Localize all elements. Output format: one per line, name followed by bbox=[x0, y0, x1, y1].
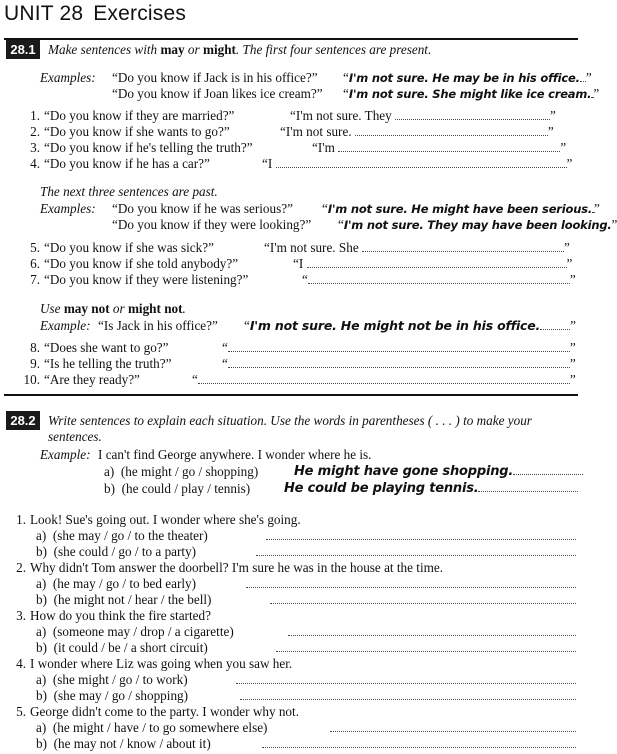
exercise-item: 4. I wonder where Liz was going when you saw her. bbox=[16, 656, 293, 671]
exercise-instruction-28-2: Write sentences to explain each situation. Use the words in parentheses ( . . . ) to make your sentences. bbox=[48, 413, 532, 444]
examples-label: Examples: bbox=[40, 70, 96, 85]
answer-line[interactable]: “I'm ” bbox=[312, 140, 567, 155]
answer-line[interactable] bbox=[246, 576, 576, 591]
past-note: The next three sentences are past. bbox=[40, 184, 218, 199]
answer-line[interactable]: “ ” bbox=[192, 372, 576, 387]
exercise-item: 4. “Do you know if he has a car?” bbox=[30, 156, 210, 171]
exercise-item: 3. How do you think the fire started? bbox=[16, 608, 211, 623]
answer-line[interactable]: “ ” bbox=[222, 356, 576, 371]
exercise-item: 5. “Do you know if she was sick?” bbox=[30, 240, 214, 255]
example-answer: “I'm not sure. They may have been looking.” bbox=[338, 217, 617, 232]
unit-header bbox=[4, 2, 186, 26]
examples-label: Examples: bbox=[40, 201, 96, 216]
example-answer: “I'm not sure. He may be in his office. ” bbox=[343, 70, 592, 85]
example-question: “Do you know if they were looking?” bbox=[112, 217, 312, 232]
example-part-answer: He might have gone shopping. bbox=[294, 463, 583, 479]
example-label: Example: bbox=[40, 447, 91, 462]
example-question: “Do you know if Joan likes ice cream?” bbox=[112, 86, 323, 101]
example-part: a) (he might / go / shopping) bbox=[104, 464, 259, 479]
example-answer: “I'm not sure. He might have been serious. ” bbox=[322, 201, 600, 216]
answer-line[interactable] bbox=[270, 592, 576, 607]
exercise-part: b) (she may / go / shopping) bbox=[36, 688, 189, 703]
answer-line[interactable] bbox=[256, 544, 576, 559]
exercise-item: 2. “Do you know if she wants to go?” bbox=[30, 124, 230, 139]
exercise-item: 2. Why didn't Tom answer the doorbell? I'm sure he was in the house at the time. bbox=[16, 560, 444, 575]
example-question: “Do you know if Jack is in his office?” bbox=[112, 70, 318, 85]
page-title: Exercises bbox=[93, 2, 187, 25]
answer-line[interactable] bbox=[266, 528, 576, 543]
exercise-part: b) (he may not / know / about it) bbox=[36, 736, 211, 751]
answer-line[interactable]: “I'm not sure. She ” bbox=[264, 240, 570, 255]
answer-line[interactable] bbox=[240, 688, 576, 703]
section-rule-28-1 bbox=[4, 38, 578, 40]
example-sentence: I can't find George anywhere. I wonder where he is. bbox=[98, 447, 372, 462]
exercise-part: b) (he might not / hear / the bell) bbox=[36, 592, 212, 607]
exercise-part: a) (he might / have / to go somewhere else) bbox=[36, 720, 268, 735]
exercise-part: b) (it could / be / a short circuit) bbox=[36, 640, 208, 655]
exercise-part: a) (someone may / drop / a cigarette) bbox=[36, 624, 234, 639]
exercise-label-28-1: 28.1 bbox=[6, 40, 40, 59]
exercise-item: 1. “Do you know if they are married?” bbox=[30, 108, 235, 123]
example-part-answer: He could be playing tennis. bbox=[284, 480, 578, 496]
answer-line[interactable] bbox=[262, 736, 576, 751]
exercise-item: 1. Look! Sue's going out. I wonder where she's going. bbox=[16, 512, 301, 527]
answer-line[interactable] bbox=[330, 720, 576, 735]
answer-line[interactable]: “I ” bbox=[262, 156, 573, 171]
exercise-item: 10. “Are they ready?” bbox=[23, 372, 140, 387]
answer-line[interactable] bbox=[276, 640, 576, 655]
exercise-item: 8. “Does she want to go?” bbox=[30, 340, 169, 355]
exercise-label-28-2: 28.2 bbox=[6, 411, 40, 430]
answer-line[interactable]: “ ” bbox=[302, 272, 576, 287]
exercise-item: 5. George didn't come to the party. I wonder why not. bbox=[16, 704, 299, 719]
example-question: “Is Jack in his office?” bbox=[98, 318, 218, 333]
exercise-instruction-28-1: Make sentences with may or might. The first four sentences are present. bbox=[48, 42, 432, 57]
example-answer: “I'm not sure. She might like ice cream. ” bbox=[343, 86, 600, 101]
exercise-part: a) (she might / go / to work) bbox=[36, 672, 188, 687]
answer-line[interactable] bbox=[236, 672, 576, 687]
neg-note: Use may not or might not. bbox=[40, 301, 186, 316]
answer-line[interactable]: “I'm not sure. They ” bbox=[290, 108, 556, 123]
exercise-item: 7. “Do you know if they were listening?” bbox=[30, 272, 249, 287]
answer-line[interactable] bbox=[288, 624, 576, 639]
example-answer: “I'm not sure. He might not be in his office. ” bbox=[244, 318, 576, 333]
exercise-part: a) (he may / go / to bed early) bbox=[36, 576, 197, 591]
exercise-item: 9. “Is he telling the truth?” bbox=[30, 356, 172, 371]
answer-line[interactable]: “ ” bbox=[222, 340, 576, 355]
answer-line[interactable]: “I'm not sure. ” bbox=[280, 124, 554, 139]
exercise-part: a) (she may / go / to the theater) bbox=[36, 528, 208, 543]
exercise-part: b) (she could / go / to a party) bbox=[36, 544, 197, 559]
answer-line[interactable]: “I ” bbox=[293, 256, 573, 271]
example-part: b) (he could / play / tennis) bbox=[104, 481, 251, 496]
exercise-item: 3. “Do you know if he's telling the truth?” bbox=[30, 140, 253, 155]
section-rule-28-2 bbox=[4, 394, 578, 396]
example-question: “Do you know if he was serious?” bbox=[112, 201, 293, 216]
exercise-item: 6. “Do you know if she told anybody?” bbox=[30, 256, 239, 271]
example-label: Example: bbox=[40, 318, 91, 333]
unit-number: UNIT 28 bbox=[4, 2, 84, 25]
